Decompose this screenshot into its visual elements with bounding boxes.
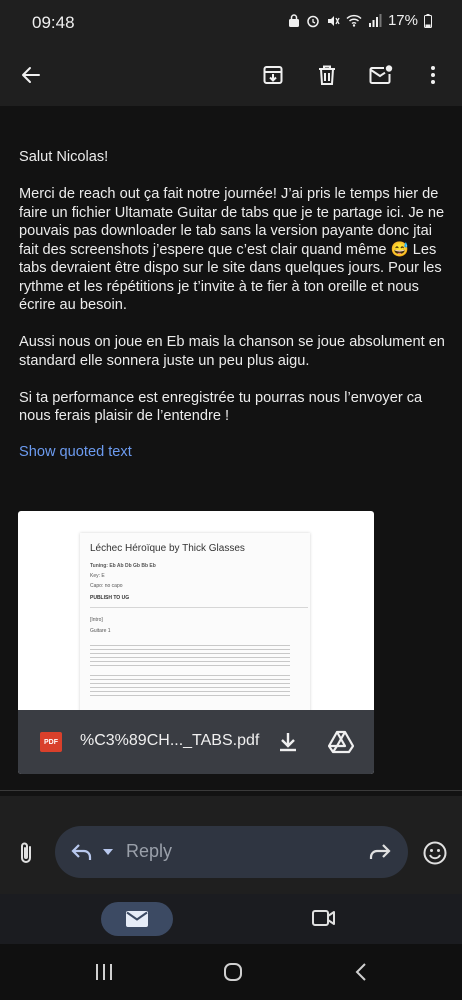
mail-tab[interactable] — [101, 902, 173, 936]
archive-button[interactable] — [254, 56, 292, 94]
attachment-bar — [18, 710, 374, 774]
message-body — [0, 106, 462, 796]
trash-icon — [317, 64, 337, 86]
preview-capo: Capo: no capo — [90, 583, 123, 589]
recent-apps-icon[interactable] — [94, 962, 114, 982]
mark-unread-button[interactable] — [362, 56, 400, 94]
bottom-navigation — [0, 894, 462, 944]
mail-icon — [126, 911, 148, 927]
delete-button[interactable] — [308, 56, 346, 94]
preview-publish: PUBLISH TO UG — [90, 595, 130, 601]
divider — [0, 790, 462, 791]
mute-icon — [326, 14, 340, 28]
preview-guitar: Guitare 1 — [90, 628, 111, 634]
tab-staff-1 — [90, 645, 290, 669]
reply-area — [0, 810, 462, 894]
preview-section: [Intro] — [90, 617, 103, 623]
paragraph-3: Si ta performance est enregistrée tu pourras nous l’envoyer ca nous ferais plaisir de l’entendre ! — [19, 389, 423, 424]
attachment-card[interactable] — [18, 511, 374, 774]
message-toolbar — [0, 44, 462, 106]
message-text — [19, 148, 447, 444]
preview-rule — [90, 607, 308, 608]
drive-icon[interactable] — [328, 730, 354, 754]
back-button[interactable] — [12, 56, 50, 94]
show-quoted-text-link[interactable]: Show quoted text — [19, 444, 132, 460]
home-icon[interactable] — [223, 962, 243, 982]
wifi-icon — [346, 14, 362, 27]
signal-icon — [368, 14, 382, 27]
download-icon[interactable] — [276, 730, 300, 754]
more-vertical-icon — [430, 65, 436, 85]
battery-percent: 17% — [387, 12, 418, 29]
status-icons — [288, 12, 432, 29]
more-options-button[interactable] — [414, 56, 452, 94]
lock-icon — [288, 14, 300, 28]
pdf-icon: PDF — [40, 732, 62, 752]
paragraph-2: Aussi nous on joue en Eb mais la chanson se joue absolument en standard elle sonnera juste un peu plus aigu. — [19, 334, 445, 369]
attachment-preview — [80, 533, 310, 715]
reply-field[interactable] — [55, 826, 408, 878]
archive-icon — [262, 64, 284, 86]
video-icon[interactable] — [312, 909, 336, 927]
battery-icon — [424, 14, 432, 28]
paragraph-1: Merci de reach out ça fait notre journée! J’ai pris le temps hier de faire un fichier Ultamate Guitar de tabs que je te partage ici. Je ne pouvais pas downloader le tab sans la version payante donc jtai fait des screenshots j’espere que c’est clair quand même 😅 Les tabs devraient être dispo sur le site dans quelques jours. Pour les rythme et les répétitions je t’invite à te fier à ton oreille et nous écrire au besoin. — [19, 186, 445, 313]
mark-unread-icon — [369, 64, 393, 86]
preview-tuning: Tuning: Eb Ab Db Gb Bb Eb — [90, 563, 156, 569]
dropdown-arrow-icon[interactable] — [102, 847, 114, 857]
status-bar — [0, 0, 462, 44]
alarm-icon — [306, 14, 320, 28]
back-nav-icon[interactable] — [354, 962, 368, 982]
status-time: 09:48 — [32, 13, 75, 32]
greeting: Salut Nicolas! — [19, 149, 109, 165]
emoji-icon[interactable] — [422, 840, 448, 866]
tab-staff-2 — [90, 675, 290, 699]
system-navigation — [0, 944, 462, 1000]
reply-icon[interactable] — [70, 841, 94, 863]
reply-placeholder: Reply — [126, 841, 173, 861]
preview-key: Key: E — [90, 573, 105, 579]
paperclip-icon[interactable] — [14, 840, 38, 866]
arrow-left-icon — [20, 64, 42, 86]
preview-title: Léchec Héroïque by Thick Glasses — [90, 543, 245, 554]
attachment-filename: %C3%89CH..._TABS.pdf — [80, 732, 260, 749]
forward-icon[interactable] — [367, 840, 393, 864]
